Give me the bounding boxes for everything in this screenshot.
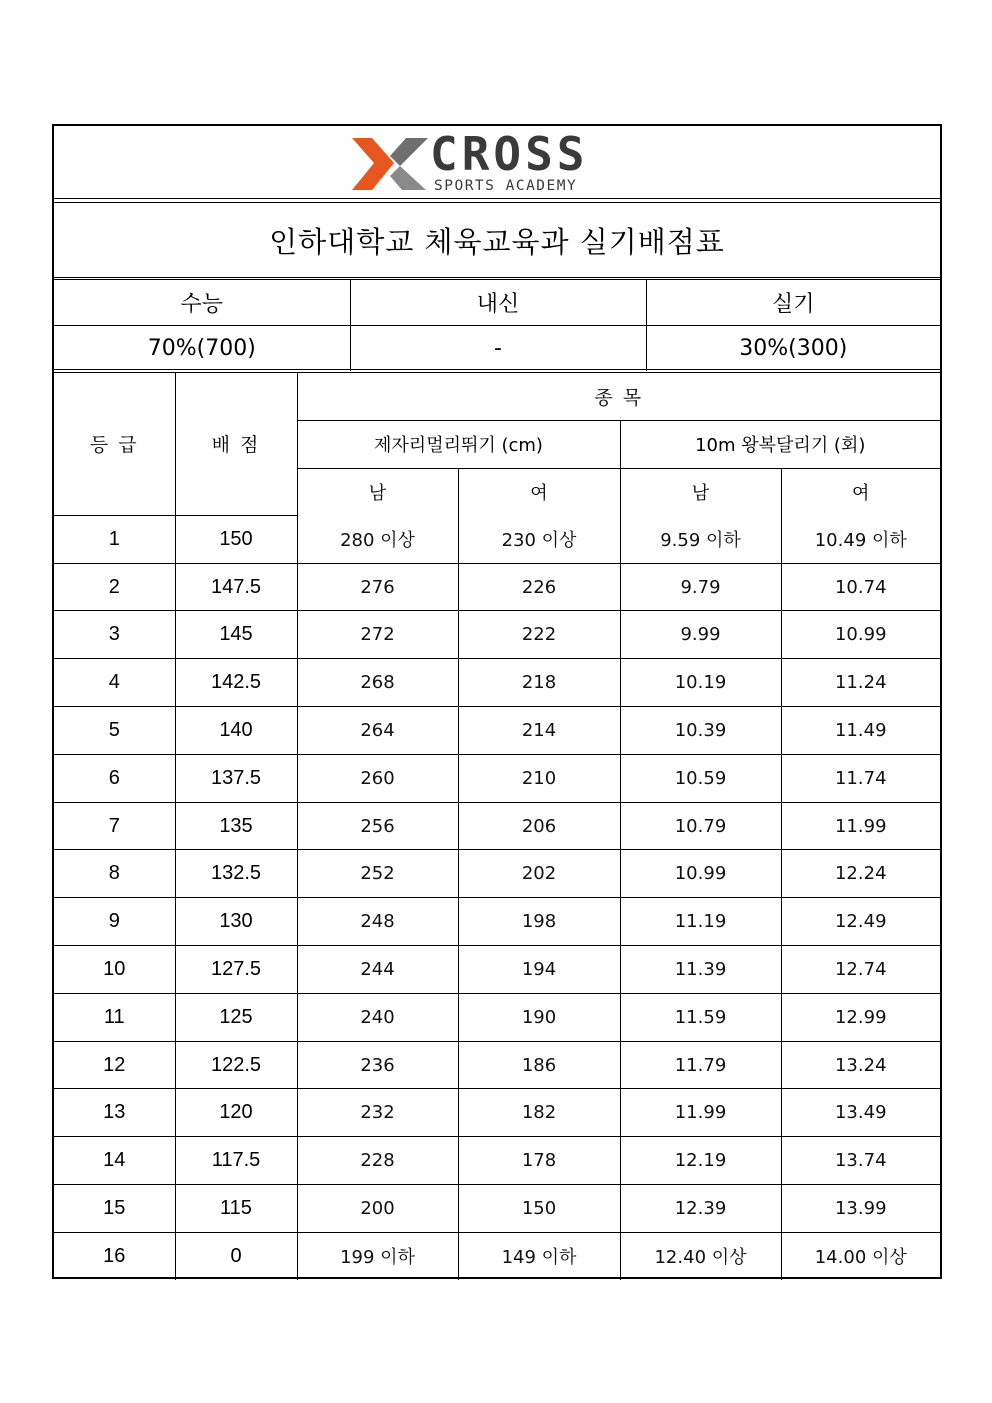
grade-cell: 1: [54, 515, 175, 563]
run-female-cell: 12.99: [781, 993, 940, 1041]
score-rows: [54, 515, 940, 1279]
run-female-cell: 11.49: [781, 707, 940, 755]
run-female-cell: 11.74: [781, 754, 940, 802]
cross-logo: [350, 130, 640, 196]
grade-cell: 11: [54, 993, 175, 1041]
table-row: [54, 1089, 940, 1137]
table-row: [54, 802, 940, 850]
run-male-cell: 9.59 이하: [620, 515, 781, 563]
score-cell: 117.5: [175, 1137, 297, 1185]
jump-male-cell: 244: [297, 946, 458, 994]
table-row: [54, 659, 940, 707]
jump-female-cell: 149 이하: [458, 1232, 620, 1279]
grade-cell: 5: [54, 707, 175, 755]
table-row: [54, 611, 940, 659]
table-row: [54, 850, 940, 898]
jump-female-cell: 210: [458, 754, 620, 802]
run-female-cell: 12.49: [781, 898, 940, 946]
run-male-cell: 10.79: [620, 802, 781, 850]
run-male-cell: 10.19: [620, 659, 781, 707]
score-cell: 150: [175, 515, 297, 563]
x-mark-gray-lower-icon: [390, 166, 426, 190]
score-cell: 122.5: [175, 1041, 297, 1089]
run-male-cell: 10.99: [620, 850, 781, 898]
run-male-cell: 11.19: [620, 898, 781, 946]
jump-female-cell: 182: [458, 1089, 620, 1137]
run-female-cell: 12.74: [781, 946, 940, 994]
jump-male-cell: 248: [297, 898, 458, 946]
run-male-cell: 9.79: [620, 563, 781, 611]
score-cell: 115: [175, 1185, 297, 1233]
score-cell: 127.5: [175, 946, 297, 994]
jump-female-cell: 230 이상: [458, 515, 620, 563]
run-female-cell: 13.49: [781, 1089, 940, 1137]
jump-female-cell: 202: [458, 850, 620, 898]
table-row: [54, 563, 940, 611]
score-cell: 132.5: [175, 850, 297, 898]
run-female-cell: 14.00 이상: [814, 1247, 907, 1269]
score-sheet: [52, 124, 942, 1279]
jump-female-cell: 178: [458, 1137, 620, 1185]
grade-cell: 3: [54, 611, 175, 659]
table-row: [54, 898, 940, 946]
run-female-cell: 11.24: [781, 659, 940, 707]
weight-value-practical: 30%(300): [739, 336, 848, 361]
jump-male-cell: 280 이상: [297, 515, 458, 563]
table-row: [54, 1137, 940, 1185]
run-female-cell: 13.99: [781, 1185, 940, 1233]
table-row: [54, 1185, 940, 1233]
gender-female-jump: 여: [458, 468, 620, 515]
run-female-cell: 10.49 이하: [781, 515, 940, 563]
run-female-cell: 11.99: [781, 802, 940, 850]
weight-table: [54, 279, 940, 371]
weight-value-school: -: [350, 326, 646, 372]
run-male-cell: 10.39: [620, 707, 781, 755]
section-divider: [54, 369, 940, 370]
event-standing-long-jump: 제자리멀리뛰기 (cm): [297, 420, 620, 468]
run-male-cell: 12.39: [620, 1185, 781, 1233]
weight-header-csat: 수능: [54, 280, 350, 326]
jump-female-cell: 150: [458, 1185, 620, 1233]
table-row: [54, 946, 940, 994]
jump-female-cell: 194: [458, 946, 620, 994]
run-male-cell: 11.99: [620, 1089, 781, 1137]
x-mark-orange-icon: [352, 138, 394, 190]
score-cell: 125: [175, 993, 297, 1041]
run-female-cell: 10.74: [781, 563, 940, 611]
run-male-cell: 10.59: [620, 754, 781, 802]
event-shuttle-run: 10m 왕복달리기 (회): [620, 420, 940, 468]
jump-male-cell: 260: [297, 754, 458, 802]
jump-male-cell: 272: [297, 611, 458, 659]
jump-male-cell: 200: [297, 1185, 458, 1233]
grade-header: 등 급: [54, 373, 175, 516]
jump-female-cell: 218: [458, 659, 620, 707]
score-table: [54, 372, 940, 1280]
table-row: [54, 515, 940, 563]
table-row: [54, 993, 940, 1041]
weight-value-csat: 70%(700): [54, 326, 350, 372]
jump-male-cell: 276: [297, 563, 458, 611]
grade-cell: 13: [54, 1089, 175, 1137]
run-female-cell: 12.24: [781, 850, 940, 898]
score-cell: 137.5: [175, 754, 297, 802]
jump-male-cell: 228: [297, 1137, 458, 1185]
grade-cell: 12: [54, 1041, 175, 1089]
table-row: [54, 707, 940, 755]
weight-header-row: [54, 280, 940, 326]
logo-tagline: SPORTS ACADEMY: [434, 178, 578, 194]
x-mark-gray-icon: [390, 138, 428, 166]
score-cell: 142.5: [175, 659, 297, 707]
grade-cell: 16: [54, 1232, 175, 1279]
score-cell: 130: [175, 898, 297, 946]
jump-male-cell: 240: [297, 993, 458, 1041]
grade-cell: 9: [54, 898, 175, 946]
page-title: 인하대학교 체육교육과 실기배점표: [54, 202, 940, 278]
jump-male-cell: 268: [297, 659, 458, 707]
jump-female-cell: 206: [458, 802, 620, 850]
jump-male-cell: 264: [297, 707, 458, 755]
grade-cell: 8: [54, 850, 175, 898]
score-cell: 147.5: [175, 563, 297, 611]
run-female-cell: 13.74: [781, 1137, 940, 1185]
weight-value-row: [54, 326, 940, 372]
grade-cell: 6: [54, 754, 175, 802]
run-female-cell: 13.24: [781, 1041, 940, 1089]
run-male-cell: 11.39: [620, 946, 781, 994]
grade-cell: 4: [54, 659, 175, 707]
jump-female-cell: 226: [458, 563, 620, 611]
gender-male-jump: 남: [297, 468, 458, 515]
run-male-cell: 11.79: [620, 1041, 781, 1089]
score-cell: 0: [175, 1232, 297, 1279]
score-cell: 120: [175, 1089, 297, 1137]
jump-female-cell: 198: [458, 898, 620, 946]
grade-cell: 7: [54, 802, 175, 850]
grade-cell: 15: [54, 1185, 175, 1233]
jump-male-cell: 252: [297, 850, 458, 898]
gender-female-run: 여: [852, 482, 870, 504]
jump-female-cell: 222: [458, 611, 620, 659]
run-male-cell: 12.19: [620, 1137, 781, 1185]
events-header: 종 목: [297, 373, 940, 421]
jump-female-cell: 190: [458, 993, 620, 1041]
score-cell: 145: [175, 611, 297, 659]
run-male-cell: 9.99: [620, 611, 781, 659]
run-male-cell: 12.40 이상: [620, 1232, 781, 1279]
run-female-cell: 10.99: [781, 611, 940, 659]
grade-cell: 10: [54, 946, 175, 994]
grade-cell: 2: [54, 563, 175, 611]
gender-male-run: 남: [620, 468, 781, 515]
score-header: 배 점: [175, 373, 297, 516]
weight-header-school: 내신: [350, 280, 646, 326]
grade-cell: 14: [54, 1137, 175, 1185]
jump-female-cell: 214: [458, 707, 620, 755]
jump-male-cell: 199 이하: [297, 1232, 458, 1279]
weight-header-practical: 실기: [646, 280, 940, 326]
run-male-cell: 11.59: [620, 993, 781, 1041]
jump-male-cell: 236: [297, 1041, 458, 1089]
table-row: [54, 1041, 940, 1089]
table-row: [54, 1232, 940, 1279]
score-cell: 135: [175, 802, 297, 850]
jump-male-cell: 232: [297, 1089, 458, 1137]
table-row: [54, 754, 940, 802]
jump-female-cell: 186: [458, 1041, 620, 1089]
logo-brand: CROSS: [430, 130, 589, 181]
jump-male-cell: 256: [297, 802, 458, 850]
logo-header: [54, 126, 940, 199]
header-row-events: [54, 373, 940, 421]
score-cell: 140: [175, 707, 297, 755]
